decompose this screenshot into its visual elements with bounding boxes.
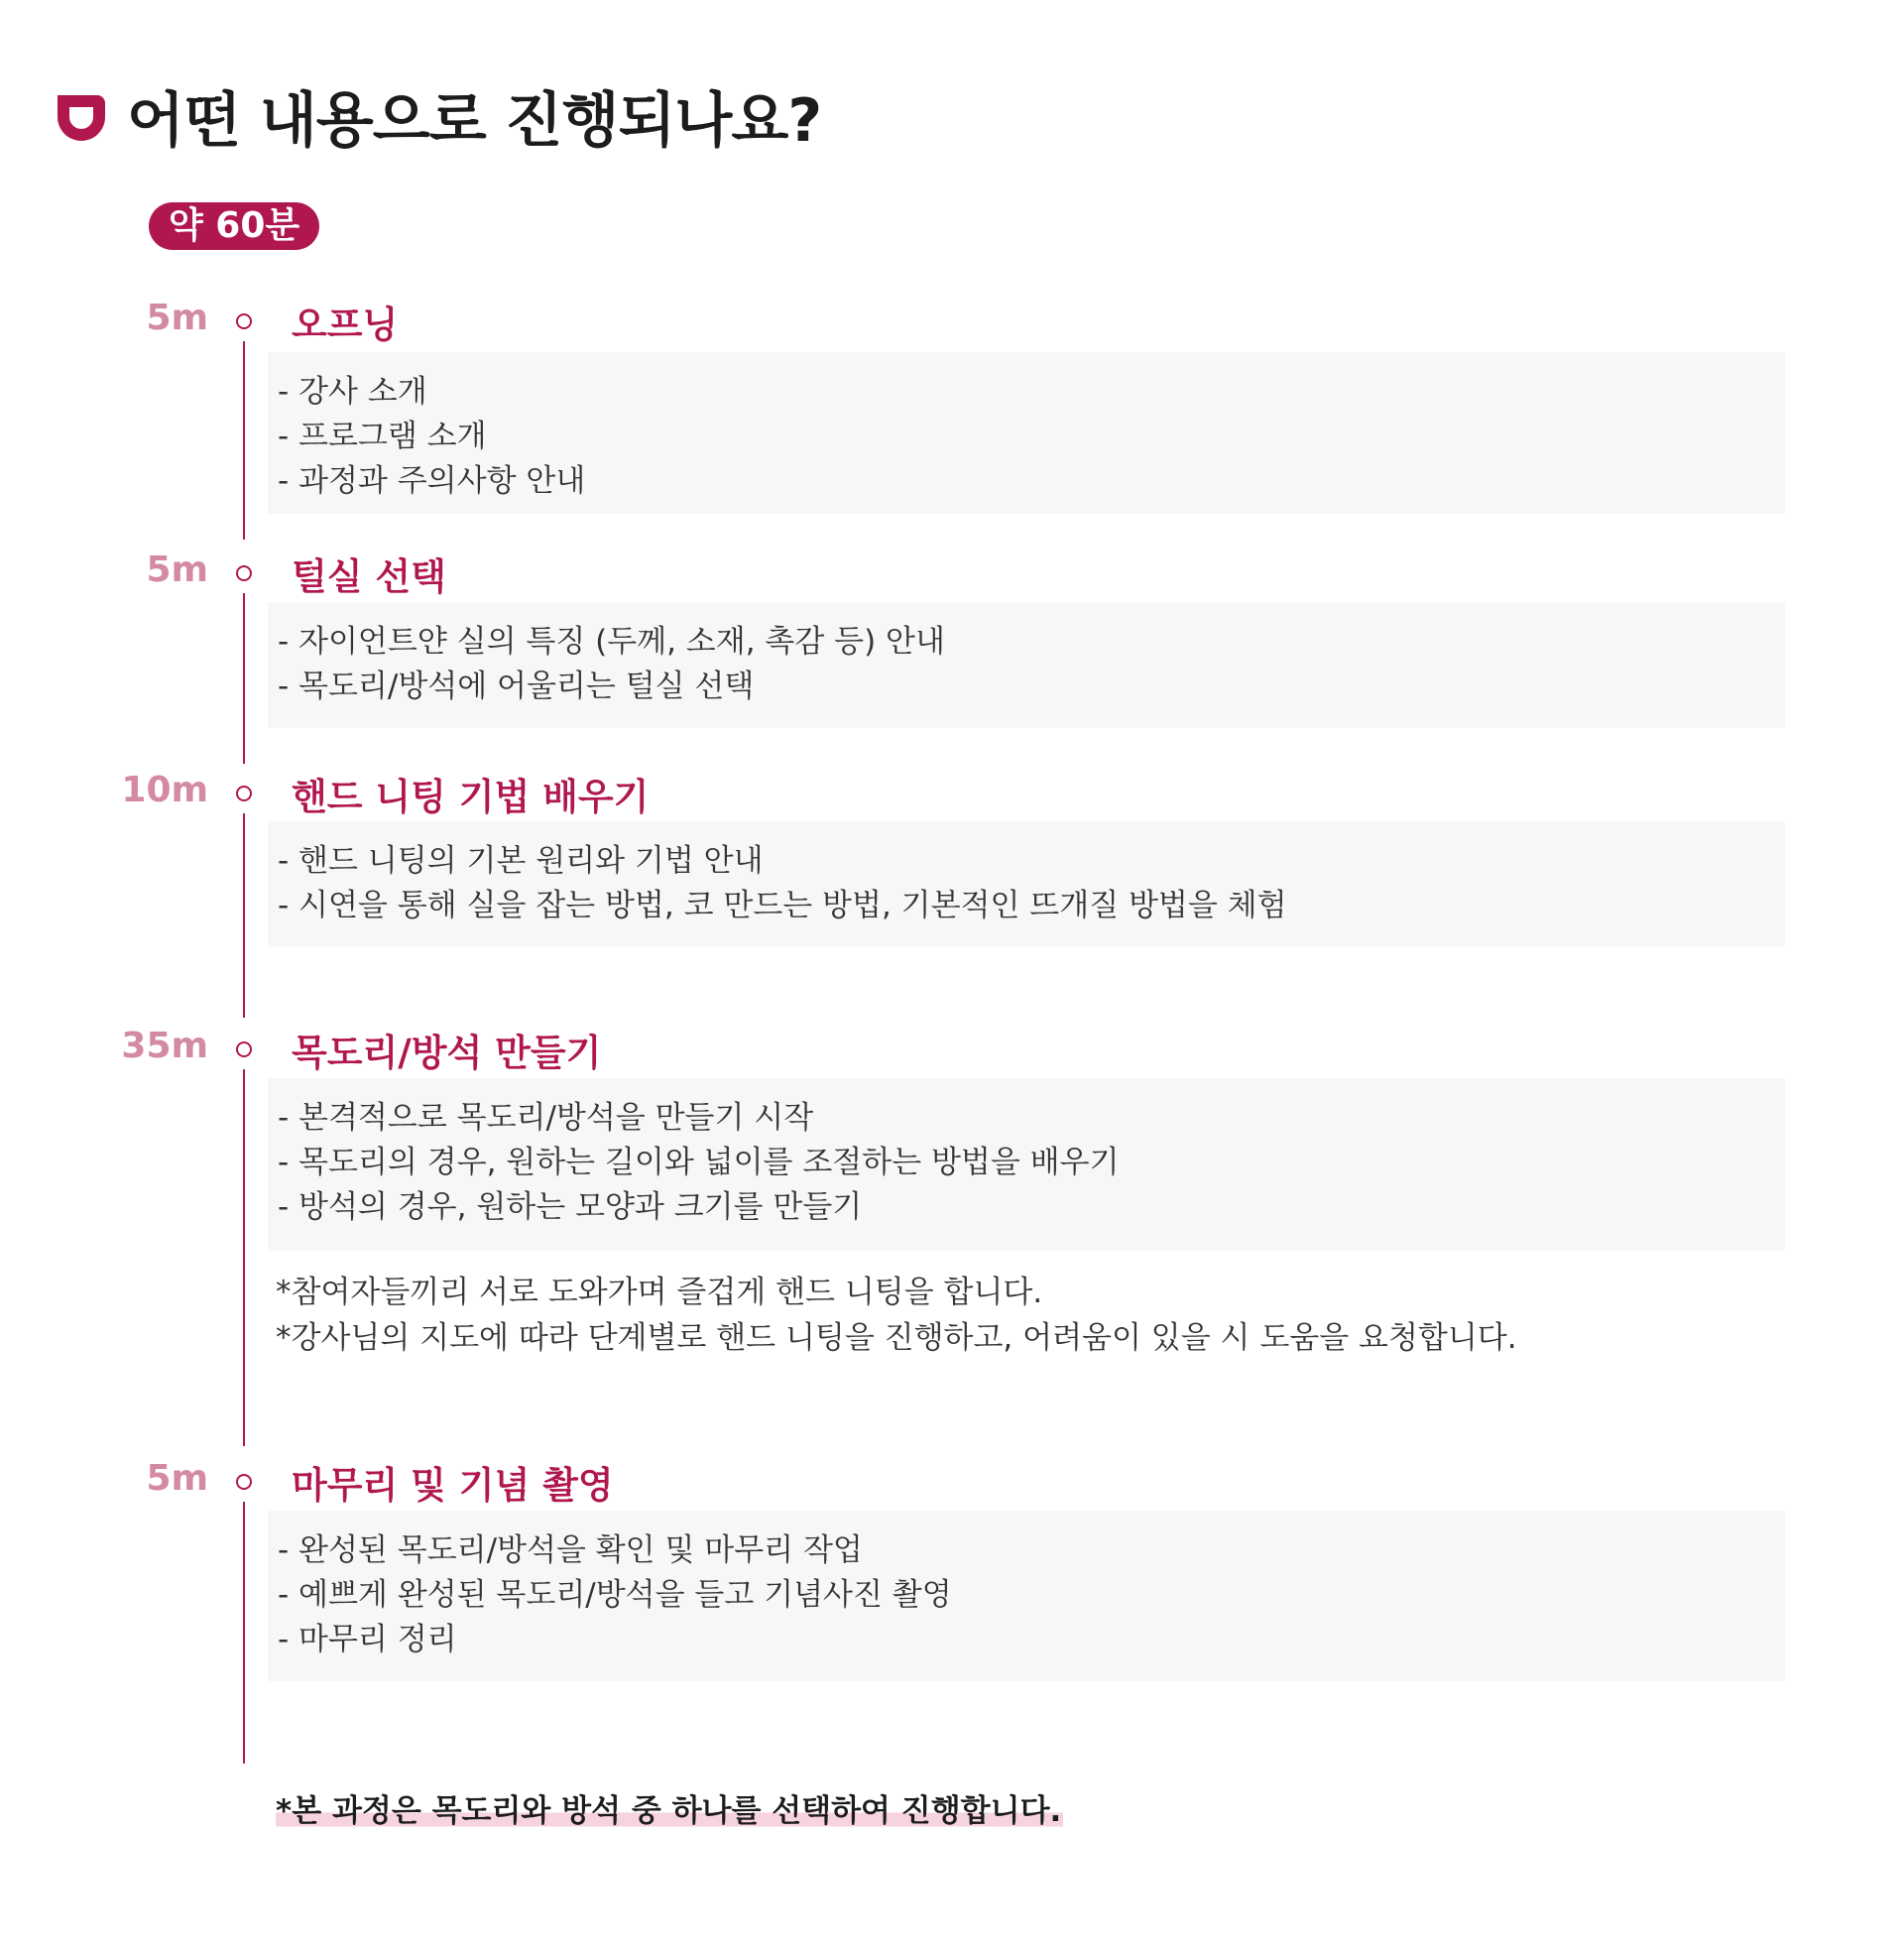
footnote: *본 과정은 목도리와 방석 중 하나를 선택하여 진행합니다. [276,1785,1063,1832]
timeline-node [236,313,252,329]
section-title: 마무리 및 기념 촬영 [292,1464,614,1507]
timeline-line [243,813,245,1018]
list-item: - 완성된 목도리/방석을 확인 및 마무리 작업 [278,1532,863,1568]
list-item: - 자이언트얀 실의 특징 (두께, 소재, 촉감 등) 안내 [278,624,945,660]
list-item: - 예쁘게 완성된 목도리/방석을 들고 기념사진 촬영 [278,1577,952,1613]
timeline-node [236,786,252,801]
page-title: 어떤 내용으로 진행되나요? [127,86,822,156]
timeline-line [243,1502,245,1764]
section-title: 목도리/방석 만들기 [292,1032,602,1074]
timeline-line [243,593,245,764]
note-line: *강사님의 지도에 따라 단계별로 핸드 니팅을 진행하고, 어려움이 있을 시 도움을 요청합니다. [276,1320,1517,1356]
content-box [268,1511,1785,1681]
list-item: - 마무리 정리 [278,1622,457,1657]
list-item: - 프로그램 소개 [278,419,487,454]
timeline-line [243,341,245,540]
list-item: - 본격적으로 목도리/방석을 만들기 시작 [278,1100,814,1136]
list-item: - 시연을 통해 실을 잡는 방법, 코 만드는 방법, 기본적인 뜨개질 방법을 체험 [278,888,1287,923]
list-item: - 강사 소개 [278,374,427,410]
note-line: *참여자들끼리 서로 도와가며 즐겁게 핸드 니팅을 합니다. [276,1275,1043,1310]
section-title: 오프닝 [292,304,399,346]
time-label: 5m [146,298,208,338]
section-title: 털실 선택 [292,555,446,598]
brand-c-logo-icon [52,87,109,145]
content-box [268,352,1785,514]
timeline-line [243,1069,245,1446]
time-label: 5m [146,1458,208,1499]
note-block [276,1270,1517,1361]
timeline-node [236,565,252,581]
timeline-node [236,1474,252,1490]
timeline-node [236,1041,252,1057]
content-box [268,821,1785,947]
title-row [52,73,821,159]
time-label: 10m [121,770,208,810]
section-title: 핸드 니팅 기법 배우기 [292,776,650,818]
time-label: 35m [121,1026,208,1066]
list-item: - 목도리의 경우, 원하는 길이와 넓이를 조절하는 방법을 배우기 [278,1145,1120,1180]
list-item: - 목도리/방석에 어울리는 털실 선택 [278,669,755,704]
list-item: - 핸드 니팅의 기본 원리와 기법 안내 [278,843,764,879]
duration-badge: 약 60분 [149,202,319,250]
list-item: - 과정과 주의사항 안내 [278,463,586,499]
content-box [268,1078,1785,1251]
list-item: - 방석의 경우, 원하는 모양과 크기를 만들기 [278,1189,863,1225]
time-label: 5m [146,549,208,590]
content-box [268,602,1785,728]
